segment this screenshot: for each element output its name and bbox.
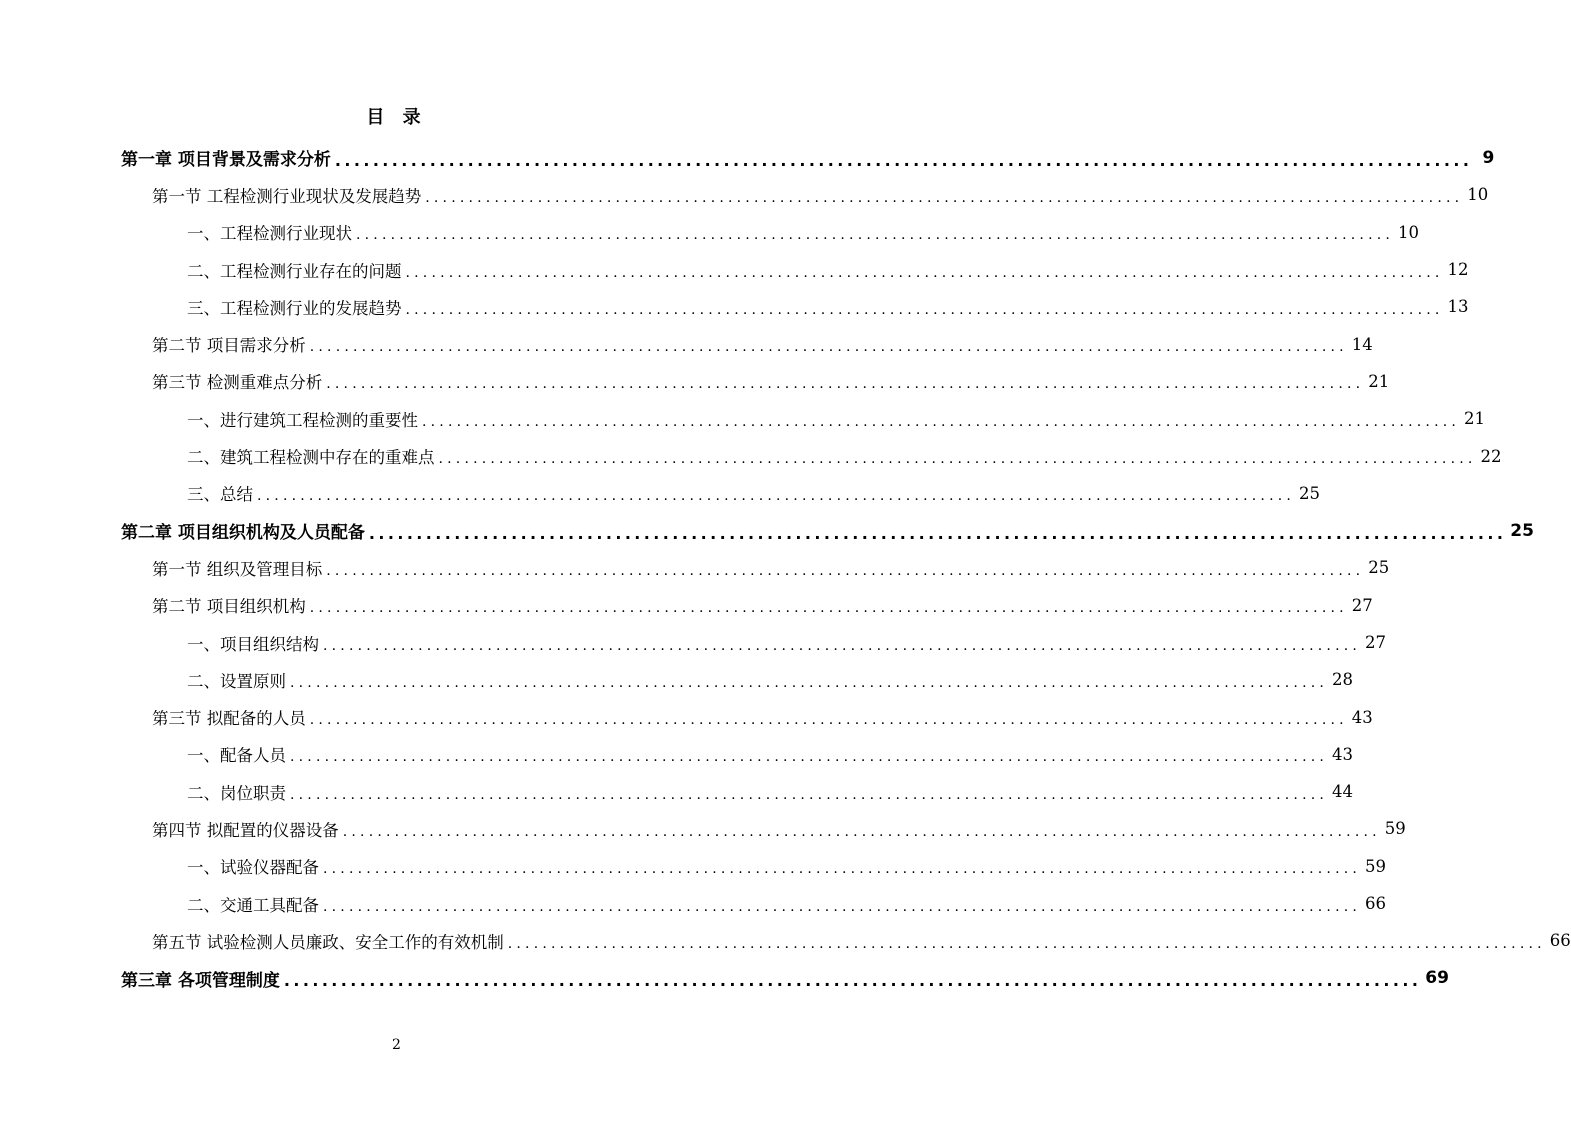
toc-section-entry[interactable] (0, 922, 1571, 959)
toc-entry-page: 21 (1368, 371, 1390, 391)
toc-entry-label: 第一章 项目背景及需求分析 (121, 150, 331, 171)
toc-entry-label: 第二章 项目组织机构及人员配备 (121, 523, 365, 544)
toc-entry-label: 一、项目组织结构 (187, 634, 319, 654)
toc-entry-label: 一、试验仪器配备 (187, 858, 319, 878)
toc-entry-label: 二、工程检测行业存在的问题 (187, 261, 402, 281)
toc-dot-leader: ........................................................................................................................ (290, 749, 1329, 766)
toc-dot-leader: ........................................................................................................................ (425, 189, 1464, 206)
toc-dot-leader: ........................................................................................................................ (438, 451, 1477, 468)
toc-entry-label: 第三章 各项管理制度 (121, 970, 280, 991)
toc-chapter-entry[interactable] (0, 960, 1449, 997)
toc-entry-page: 21 (1464, 409, 1486, 429)
toc-entry-page: 10 (1467, 185, 1489, 205)
toc-entry-label: 第四节 拟配置的仪器设备 (152, 820, 339, 840)
toc-subsection-entry[interactable] (0, 288, 1469, 325)
toc-entry-page: 44 (1332, 782, 1354, 802)
toc-entry-page: 27 (1351, 595, 1373, 615)
toc-list (0, 139, 1571, 997)
toc-entry-page: 69 (1425, 968, 1449, 989)
toc-entry-page: 22 (1480, 446, 1502, 466)
toc-subsection-entry[interactable] (0, 437, 1502, 474)
toc-dot-leader: ........................................................................................................................ (323, 898, 1362, 915)
toc-dot-leader: ........................................................................................................................ (507, 935, 1546, 952)
toc-entry-label: 三、总结 (187, 485, 253, 505)
toc-entry-label: 一、进行建筑工程检测的重要性 (187, 410, 418, 430)
toc-dot-leader: ........................................................................................................................ (323, 861, 1362, 878)
toc-entry-page: 25 (1368, 558, 1390, 578)
toc-title: 目 录 (366, 107, 427, 128)
toc-dot-leader: ........................................................................................................................ (257, 488, 1296, 505)
toc-subsection-entry[interactable] (0, 773, 1354, 810)
toc-section-entry[interactable] (0, 810, 1406, 847)
toc-entry-page: 27 (1365, 633, 1387, 652)
toc-dot-leader: ........................................................................................................................ (290, 674, 1329, 691)
toc-entry-label: 第三节 检测重难点分析 (152, 373, 323, 393)
toc-entry-label: 三、工程检测行业的发展趋势 (187, 298, 402, 318)
toc-subsection-entry[interactable] (0, 848, 1387, 885)
toc-entry-page: 59 (1365, 856, 1387, 876)
page-number: 2 (392, 1037, 401, 1053)
toc-subsection-entry[interactable] (0, 475, 1321, 512)
toc-entry-page: 59 (1384, 819, 1406, 839)
toc-dot-leader: ........................................................................................................................ (283, 971, 1422, 991)
toc-subsection-entry[interactable] (0, 736, 1354, 773)
toc-entry-page: 14 (1351, 334, 1373, 354)
toc-entry-label: 第一节 工程检测行业现状及发展趋势 (152, 186, 422, 206)
toc-dot-leader: ........................................................................................................................ (326, 562, 1365, 579)
toc-entry-label: 第二节 项目需求分析 (152, 336, 306, 356)
toc-entry-label: 一、工程检测行业现状 (187, 224, 352, 244)
toc-subsection-entry[interactable] (0, 214, 1420, 251)
toc-subsection-entry[interactable] (0, 624, 1387, 661)
toc-subsection-entry[interactable] (0, 400, 1486, 437)
toc-section-entry[interactable] (0, 587, 1373, 624)
toc-section-entry[interactable] (0, 325, 1373, 362)
toc-entry-label: 第一节 组织及管理目标 (152, 559, 323, 579)
toc-dot-leader: ........................................................................................................................ (309, 600, 1348, 617)
toc-entry-label: 二、建筑工程检测中存在的重难点 (187, 448, 435, 468)
toc-entry-page: 10 (1398, 222, 1420, 242)
toc-section-entry[interactable] (0, 363, 1390, 400)
toc-dot-leader: ........................................................................................................................ (342, 823, 1381, 840)
toc-entry-label: 二、设置原则 (187, 671, 286, 691)
toc-entry-label: 第三节 拟配备的人员 (152, 709, 306, 729)
toc-section-entry[interactable] (0, 698, 1373, 735)
toc-dot-leader: ........................................................................................................................ (323, 637, 1362, 654)
toc-chapter-entry[interactable] (0, 139, 1495, 176)
toc-dot-leader: ........................................................................................................................ (309, 712, 1348, 729)
toc-entry-page: 12 (1447, 260, 1469, 280)
toc-subsection-entry[interactable] (0, 661, 1354, 698)
toc-entry-page: 9 (1482, 147, 1495, 168)
toc-entry-label: 第五节 试验检测人员廉政、安全工作的有效机制 (152, 932, 504, 952)
toc-entry-page: 43 (1332, 744, 1354, 764)
toc-dot-leader: ........................................................................................................................ (405, 301, 1444, 318)
toc-entry-page: 13 (1447, 297, 1469, 317)
toc-entry-label: 一、配备人员 (187, 746, 286, 766)
toc-entry-page: 28 (1332, 670, 1354, 690)
toc-dot-leader: ........................................................................................................................ (356, 227, 1395, 244)
toc-subsection-entry[interactable] (0, 251, 1469, 288)
toc-entry-label: 二、岗位职责 (187, 783, 286, 803)
toc-entry-label: 第二节 项目组织机构 (152, 597, 306, 617)
toc-dot-leader: ........................................................................................................................ (334, 150, 1473, 170)
toc-dot-leader: ........................................................................................................................ (405, 264, 1444, 281)
toc-section-entry[interactable] (0, 176, 1489, 213)
toc-subsection-entry[interactable] (0, 885, 1387, 922)
toc-entry-page: 66 (1365, 894, 1387, 914)
toc-dot-leader: ........................................................................................................................ (368, 523, 1507, 543)
toc-entry-page: 66 (1549, 931, 1571, 951)
toc-dot-leader: ........................................................................................................................ (326, 376, 1365, 393)
toc-dot-leader: ........................................................................................................................ (422, 413, 1461, 430)
toc-entry-page: 43 (1351, 707, 1373, 727)
toc-entry-page: 25 (1510, 520, 1534, 541)
toc-entry-page: 25 (1299, 483, 1321, 503)
toc-dot-leader: ........................................................................................................................ (309, 339, 1348, 356)
toc-entry-label: 二、交通工具配备 (187, 895, 319, 915)
toc-chapter-entry[interactable] (0, 512, 1534, 549)
toc-dot-leader: ........................................................................................................................ (290, 786, 1329, 803)
toc-section-entry[interactable] (0, 549, 1390, 586)
